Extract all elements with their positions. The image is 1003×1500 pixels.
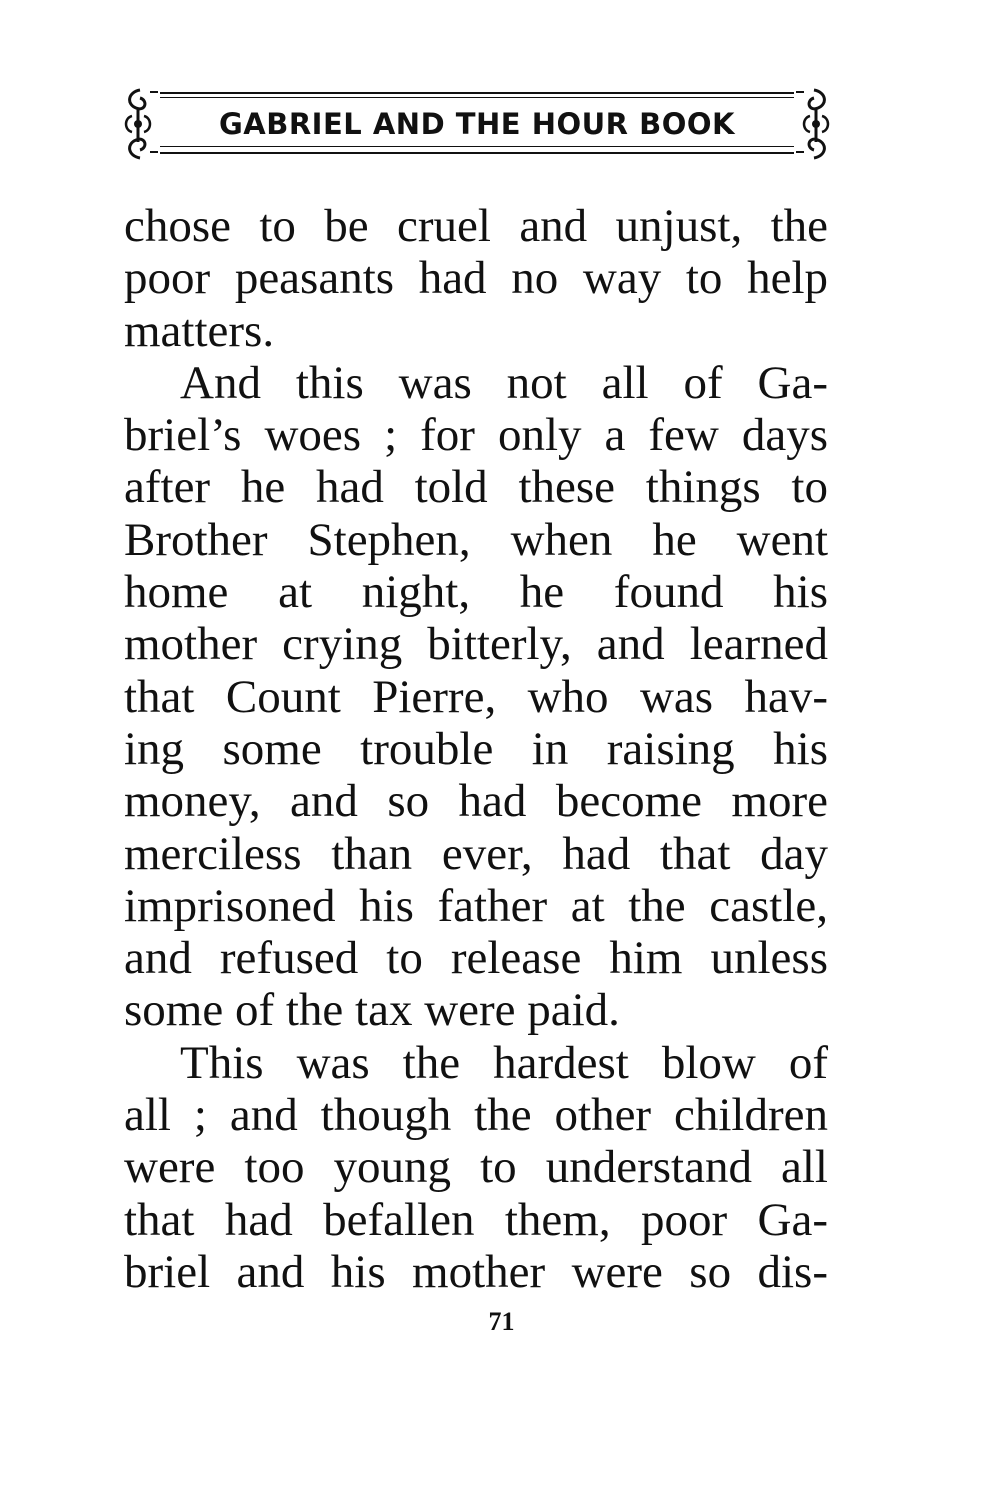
text-line: Brother Stephen, when he went [124,513,828,566]
text-line: matters. [124,304,275,357]
text-line: mother crying bitterly, and learned [124,618,828,671]
text-line: money, and so had become more [124,775,828,828]
scroll-ornament-icon [118,86,158,162]
text-line: chose to be cruel and unjust, the [124,200,828,252]
text-line: that had befallen them, poor Ga- [124,1193,828,1246]
header-rule [160,97,794,98]
text-line: some of the tax were paid. [124,984,620,1037]
text-line: that Count Pierre, who was hav- [124,670,828,723]
text-line: ing some trouble in raising his [124,722,828,775]
text-line: were too young to understand all [124,1141,828,1194]
text-line: imprisoned his father at the castle, [124,879,828,932]
text-line: and refused to release him unless [124,932,828,985]
header-rule [160,146,794,147]
text-line: poor peasants had no way to help [124,252,828,305]
text-line: This was the hardest blow of [180,1036,828,1089]
text-line: all ; and though the other children [124,1089,828,1142]
running-head-title: GABRIEL AND THE HOUR BOOK [219,107,735,141]
text-line: merciless than ever, had that day [124,827,828,880]
text-line: after he had told these things to [124,461,828,514]
scroll-ornament-icon [796,86,836,162]
text-line: home at night, he found his [124,566,828,619]
text-line: briel’s woes ; for only a few days [124,409,828,462]
body-text [124,200,828,1298]
text-line: And this was not all of Ga- [180,356,828,409]
header-rule [160,92,794,94]
page-number: 71 [488,1307,515,1336]
text-line: briel and his mother were so dis- [124,1245,828,1298]
running-header [118,86,836,162]
header-rule [160,152,794,154]
